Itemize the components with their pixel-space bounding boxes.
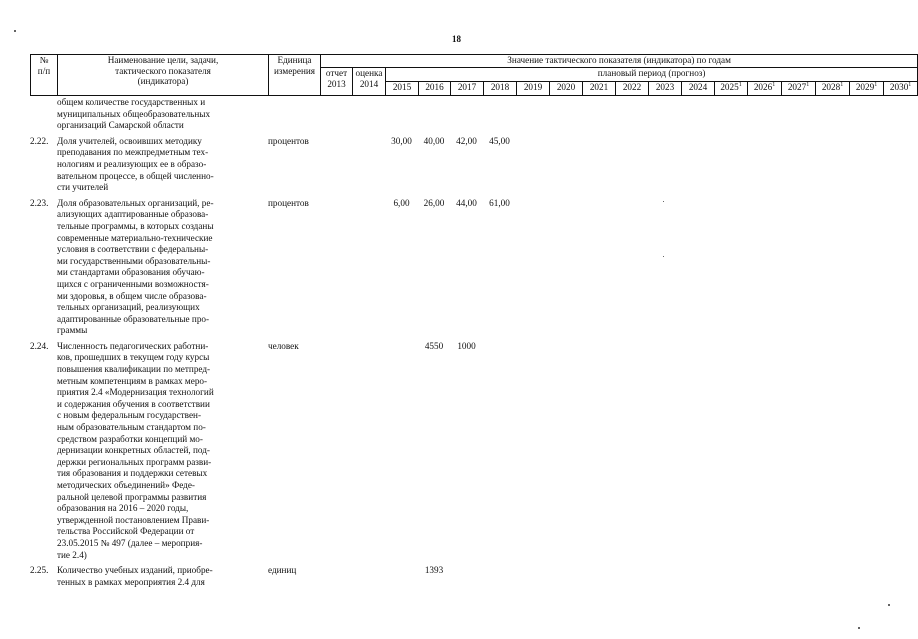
indicator-name-line: преподавания по межпредметным тех- [57, 147, 209, 158]
header-year: 2016 [419, 82, 451, 96]
indicator-name-line: тие 2.4) [57, 549, 87, 560]
header-year-footnoted [782, 82, 816, 96]
value-cell-2029 [849, 565, 883, 588]
value-cell-2014 [352, 341, 385, 561]
table-body [30, 97, 917, 592]
year-text: 2026 [753, 82, 773, 92]
value-cell-2015 [385, 565, 418, 588]
footnote-mark: 1 [806, 81, 810, 88]
header-num-cell [31, 55, 58, 96]
indicator-name [57, 198, 268, 337]
value-cell-2022 [615, 341, 648, 561]
indicator-name-line: организаций Самарской области [57, 120, 184, 131]
indicator-name-line: граммы [57, 325, 88, 336]
indicator-name [57, 341, 268, 561]
value-cell-2021 [582, 97, 615, 132]
indicator-name-line: средством разработки концепций мо- [57, 433, 203, 444]
indicator-name-line: утвержденной постановлением Прави- [57, 514, 210, 525]
indicator-name-line: тенных в рамках мероприятия 2.4 для [57, 576, 205, 587]
value-cell-2022 [615, 198, 648, 337]
scan-speck [14, 30, 16, 32]
year-text: 2029 [855, 82, 875, 92]
row-number: 2.25. [30, 565, 49, 576]
page-number: 18 [452, 34, 461, 44]
indicator-name-line: условия в соответствии с федеральны- [57, 244, 209, 255]
indicator-name-line: повышения квалификации по метпред- [57, 364, 211, 375]
value-cell-2022 [615, 565, 648, 588]
header-estimate-cell [353, 68, 386, 96]
indicator-name-line: ми здоровья, в общем числе образова- [57, 290, 207, 301]
value-cell-2029 [849, 97, 883, 132]
indicator-name-line: 23.05.2015 № 497 (далее – мероприя- [57, 537, 203, 548]
value-cell-2021 [582, 565, 615, 588]
header-year: 2015 [386, 82, 419, 96]
value-cell-2024 [681, 565, 714, 588]
year-text: 2030 [889, 82, 909, 92]
header-year: 2022 [616, 82, 649, 96]
value-cell-2016: 4550 [424, 340, 444, 351]
value-cell-2029 [849, 341, 883, 561]
unit-cell: процентов [268, 197, 309, 208]
row-spacer-cell [30, 588, 917, 592]
value-cell-2027 [781, 341, 815, 561]
value-cell-2020 [549, 565, 582, 588]
row-number [30, 97, 57, 132]
value-cell-2029 [849, 136, 883, 194]
header-plan-label: плановый период (прогноз) [386, 68, 918, 82]
header-year-footnoted [884, 82, 918, 96]
value-cell-2020 [549, 198, 582, 337]
value-cell-2024 [681, 97, 714, 132]
value-cell-2028 [815, 97, 849, 132]
value-cell-2027 [781, 97, 815, 132]
value-cell-2014 [352, 97, 385, 132]
indicator-name-line: ми стандартами образования обучаю- [57, 267, 205, 278]
row-number: 2.23. [30, 197, 49, 208]
value-cell-2018: 45,00 [489, 135, 510, 146]
indicator-name [57, 97, 268, 132]
header-name-line: (индикатора) [137, 76, 189, 86]
value-cell-2019 [516, 341, 549, 561]
value-cell-2027 [781, 198, 815, 337]
value-cell-2023 [648, 565, 681, 588]
unit-cell: единиц [268, 565, 297, 576]
unit-cell: процентов [268, 135, 309, 146]
scan-speck [888, 604, 890, 606]
header-year: 2019 [517, 82, 550, 96]
value-cell-2026 [747, 97, 781, 132]
header-year: 2024 [682, 82, 715, 96]
value-cell-2018 [483, 565, 516, 588]
indicator-name-line: нологиям и реализующих ее в образо- [57, 158, 207, 169]
header-year: 2023 [649, 82, 682, 96]
value-cell-2029 [849, 198, 883, 337]
value-cell-2025 [714, 97, 747, 132]
footnote-mark: 1 [840, 81, 844, 88]
value-cell-2016 [418, 97, 450, 132]
value-cell-2016: 1393 [424, 565, 444, 576]
indicator-name-line: метным компетенциям в рамках меро- [57, 375, 208, 386]
value-cell-2022 [615, 97, 648, 132]
value-cell-2025 [714, 198, 747, 337]
indicator-name-line: Доля учителей, освоивших методику [57, 135, 202, 146]
table-row [30, 198, 917, 337]
header-unit-cell [269, 55, 321, 96]
header-report-cell [321, 68, 353, 96]
indicator-name-line: ми государственными образовательны- [57, 255, 211, 266]
header-year-footnoted [748, 82, 782, 96]
value-cell-2026 [747, 136, 781, 194]
indicator-name-line: вательном процессе, в общей численно- [57, 170, 214, 181]
value-cell-2020 [549, 97, 582, 132]
header-name-line: тактического показателя [115, 65, 211, 76]
value-cell-2025 [714, 341, 747, 561]
header-year: 2017 [451, 82, 484, 96]
header-name-line: Наименование цели, задачи, [107, 55, 219, 65]
table-row [30, 136, 917, 194]
value-cell-2014 [352, 565, 385, 588]
value-cell-2027 [781, 136, 815, 194]
indicator-name-line: Доля образовательных организаций, ре- [57, 197, 214, 208]
value-cell-2026 [747, 341, 781, 561]
value-cell-2026 [747, 565, 781, 588]
indicator-name-line: тельства Российской Федерации от [57, 526, 195, 537]
row-number: 2.22. [30, 135, 49, 146]
indicator-name-line: методических объединений» Феде- [57, 480, 195, 490]
indicator-name-line: щихся с ограниченными возможностя- [57, 278, 209, 289]
indicator-name-line: ализующих адаптированные образова- [57, 209, 209, 220]
value-cell-2017: 1000 [457, 340, 476, 351]
value-cell-2028 [815, 198, 849, 337]
value-cell-2020 [549, 341, 582, 561]
value-cell-2028 [815, 341, 849, 561]
header-year: 2013 [327, 78, 346, 89]
indicator-name-line: держки региональных программ разви- [57, 456, 212, 467]
value-cell-2015 [385, 97, 418, 132]
value-cell-2024 [681, 198, 714, 337]
year-text: 2027 [787, 82, 807, 92]
indicator-name-line: тия образования и поддержки сетевых [57, 468, 208, 479]
indicator-name-line: тельных организаций, реализующих [57, 302, 200, 313]
footnote-mark: 1 [738, 81, 742, 88]
year-text: 2028 [821, 82, 841, 92]
value-cell-2023 [648, 136, 681, 194]
scan-speck [858, 627, 860, 629]
indicator-name-line: с новым федеральным государствен- [57, 410, 202, 421]
header-year: 2020 [550, 82, 583, 96]
header-year: 2021 [583, 82, 616, 96]
value-cell-2014 [352, 136, 385, 194]
value-cell-2030 [883, 198, 917, 337]
indicator-name-line: Количество учебных изданий, приобре- [57, 565, 213, 576]
value-cell-2021 [582, 341, 615, 561]
indicator-name-line: ральной целевой программы развития [57, 491, 207, 502]
value-cell-2019 [516, 565, 549, 588]
value-cell-2030 [883, 136, 917, 194]
value-cell-2030 [883, 341, 917, 561]
value-cell-2021 [582, 136, 615, 194]
indicator-name-line: современные материально-технические [57, 232, 213, 243]
header-year: 2018 [484, 82, 517, 96]
value-cell-2019 [516, 136, 549, 194]
value-cell-2025 [714, 565, 747, 588]
value-cell-2015: 30,00 [391, 135, 412, 146]
header-year-footnoted [850, 82, 884, 96]
indicator-name-line: дернизации конкретных областей, под- [57, 445, 210, 456]
header-year-footnoted [816, 82, 850, 96]
footnote-mark: 1 [908, 81, 912, 88]
value-cell-2017: 44,00 [456, 197, 477, 208]
value-cell-2027 [781, 565, 815, 588]
value-cell-2024 [681, 341, 714, 561]
indicator-name [57, 136, 268, 194]
value-cell-2015 [385, 341, 418, 561]
value-cell-2017: 42,00 [456, 135, 477, 146]
value-cell-2023 [648, 341, 681, 561]
indicator-name-line: общем количестве государственных и [57, 97, 206, 107]
value-cell-2016: 26,00 [423, 197, 445, 208]
indicator-name-line: образования на 2016 – 2020 годы, [57, 503, 189, 514]
value-cell-2023 [648, 97, 681, 132]
header-values-title: Значение тактического показателя (индикатора) по годам [321, 55, 918, 68]
footnote-mark: 1 [772, 81, 776, 88]
value-cell-2018: 61,00 [489, 197, 510, 208]
value-cell-2019 [516, 97, 549, 132]
value-cell-2013 [320, 341, 352, 561]
year-text: 2025 [720, 82, 739, 92]
header-num-line: № [39, 55, 49, 65]
value-cell-2018 [483, 341, 516, 561]
value-cell-2014 [352, 198, 385, 337]
value-cell-2022 [615, 136, 648, 194]
value-cell-2019 [516, 198, 549, 337]
header-name-cell [58, 55, 269, 96]
header-year-footnoted [715, 82, 748, 96]
value-cell-2013 [320, 136, 352, 194]
value-cell-2021 [582, 198, 615, 337]
indicator-name-line: тельные программы, в которых созданы [57, 220, 214, 231]
table-row [30, 97, 917, 132]
table-row [30, 565, 917, 588]
value-cell-2026 [747, 198, 781, 337]
value-cell-2016: 40,00 [423, 135, 445, 146]
value-cell-2018 [483, 97, 516, 132]
indicator-name-line: приятия 2.4 «Модернизация технологий [57, 387, 214, 398]
table-row [30, 341, 917, 561]
indicator-name-line: сти учителей [57, 182, 109, 193]
value-cell-2020 [549, 136, 582, 194]
value-cell-2025 [714, 136, 747, 194]
indicator-name-line: муниципальных общеобразовательных [57, 108, 211, 119]
unit-cell [268, 97, 320, 132]
header-unit-line: Единица [277, 55, 312, 65]
indicator-table [30, 97, 917, 592]
table-header [30, 54, 918, 96]
value-cell-2023 [648, 198, 681, 337]
indicator-name-line: Численность педагогических работни- [57, 340, 209, 351]
value-cell-2017 [450, 97, 483, 132]
value-cell-2017 [450, 565, 483, 588]
indicator-name-line: ков, прошедших в текущем году курсы [57, 352, 210, 363]
unit-cell: человек [268, 340, 299, 351]
value-cell-2030 [883, 565, 917, 588]
indicator-name [57, 565, 268, 588]
value-cell-2013 [320, 565, 352, 588]
header-estimate-label: оценка [355, 68, 383, 78]
indicator-name-line: ным образовательным стандартом по- [57, 422, 206, 433]
header-year: 2014 [359, 78, 379, 89]
footnote-mark: 1 [874, 81, 878, 88]
value-cell-2013 [320, 97, 352, 132]
value-cell-2015: 6,00 [393, 197, 410, 208]
indicator-name-line: и содержания обучения в соответствии [57, 398, 210, 409]
row-number: 2.24. [30, 340, 49, 351]
header-report-label: отчет [325, 68, 348, 78]
header-unit-line: измерения [273, 65, 316, 76]
indicator-name-line: адаптированные образовательные про- [57, 313, 210, 324]
value-cell-2013 [320, 198, 352, 337]
value-cell-2028 [815, 136, 849, 194]
row-spacer [30, 588, 917, 592]
value-cell-2024 [681, 136, 714, 194]
value-cell-2030 [883, 97, 917, 132]
header-num-line: п/п [37, 65, 51, 76]
value-cell-2028 [815, 565, 849, 588]
